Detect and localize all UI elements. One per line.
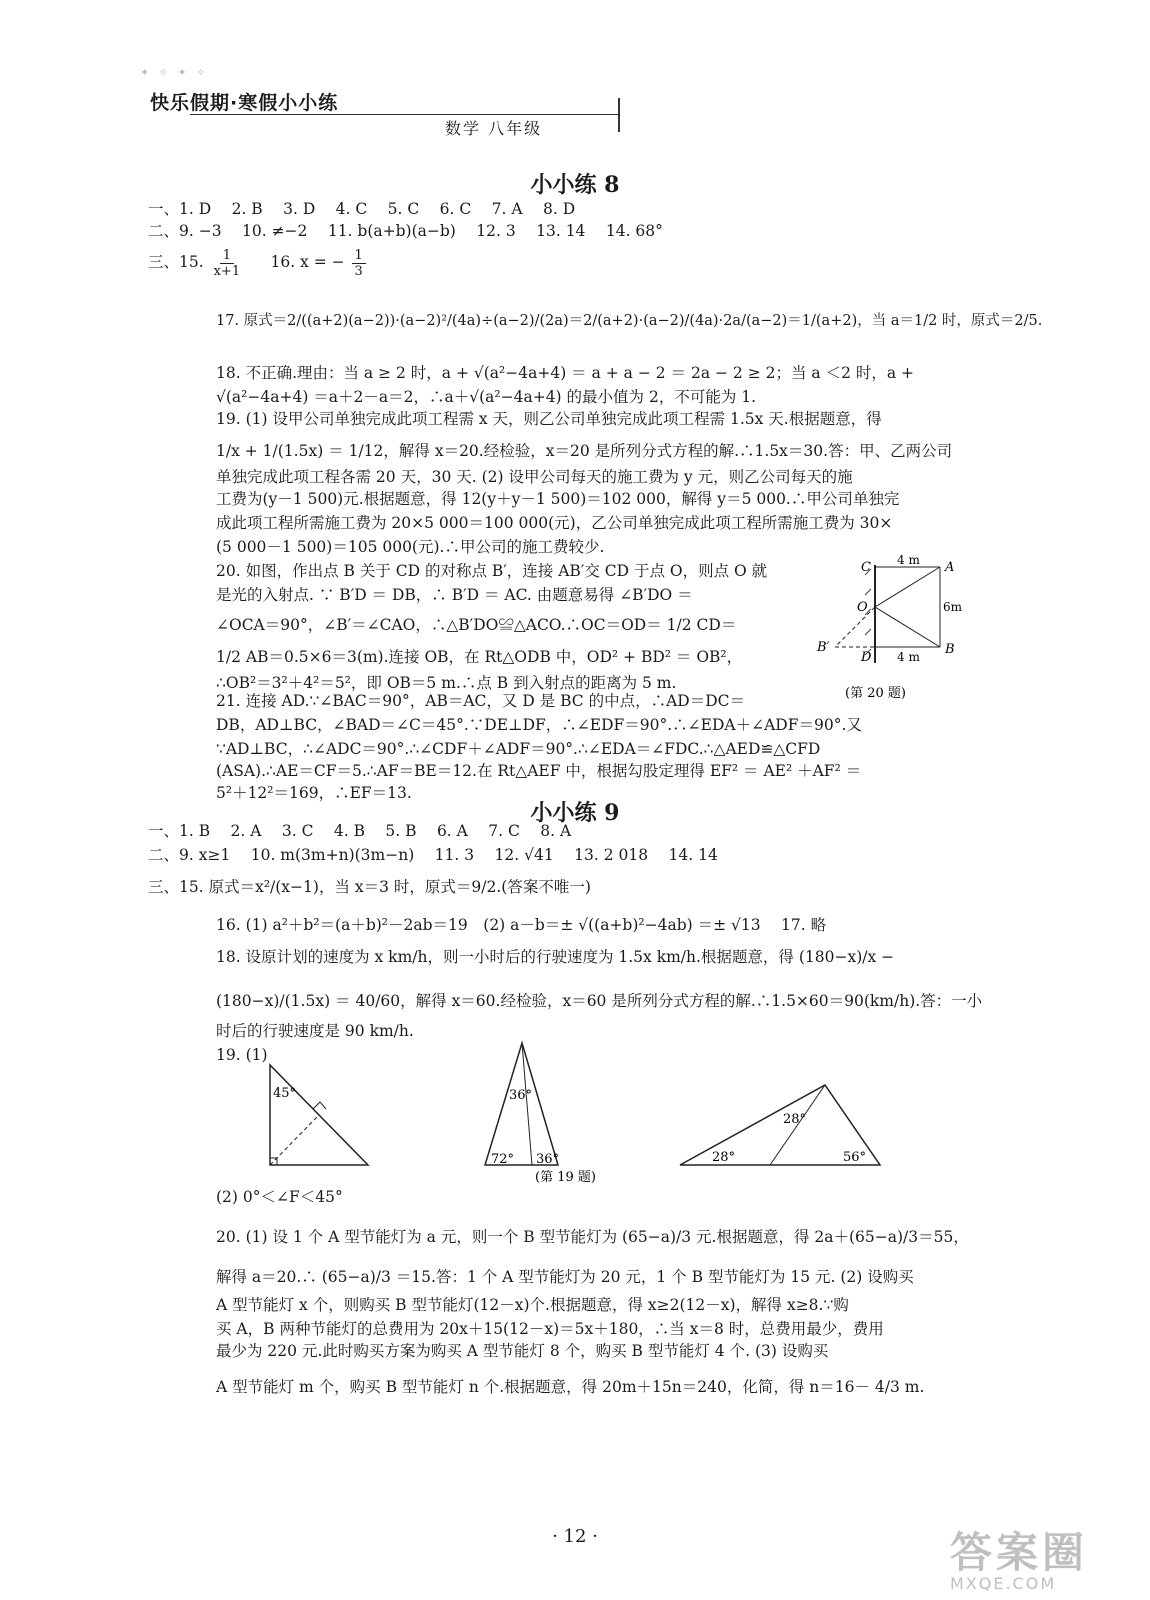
- angle-28-top: 28°: [783, 1112, 807, 1127]
- s8-q19-line5: 成此项工程所需施工费为 20×5 000＝100 000(元)，乙公司单独完成此项工程所需施工费为 30×: [216, 514, 893, 532]
- section-title-8: 小小练 8: [530, 172, 620, 198]
- s9-q18-line2: (180−x)/(1.5x) ＝ 40/60，解得 x＝60.经检验，x＝60 是所列分式方程的解.∴1.5×60＝90(km/h).答：一小: [216, 992, 983, 1010]
- denominator: 3: [354, 263, 363, 279]
- label-o: O: [857, 600, 868, 615]
- figure-20-caption: (第 20 题): [845, 686, 906, 701]
- s8-fill-answers: 二、9. −3 10. ≠−2 11. b(a+b)(a−b) 12. 3 13. 14 14. 68°: [148, 222, 663, 240]
- s8-q19-line4: 工费为(y－1 500)元.根据题意，得 12(y＋y－1 500)＝102 000，解得 y＝5 000.∴甲公司单独完: [216, 490, 900, 508]
- angle-28-left: 28°: [712, 1150, 736, 1165]
- s8-q19-line1: 19. (1) 设甲公司单独完成此项工程需 x 天，则乙公司单独完成此项工程需 1.5x 天.根据题意，得: [216, 410, 882, 428]
- s9-q20-line2: 解得 a＝20.∴ (65−a)/3 ＝15.答：1 个 A 型节能灯为 20 元，1 个 B 型节能灯为 15 元. (2) 设购买: [216, 1268, 914, 1286]
- numerator: 1: [352, 248, 366, 264]
- s8-q21-line2: DB，AD⊥BC，∠BAD＝∠C＝45°.∵DE⊥DF，∴∠EDF＝90°.∴∠EDA＋∠ADF＝90°.又: [216, 716, 862, 734]
- s8-q18-line1: 18. 不正确.理由：当 a ≥ 2 时，a + √(a²−4a+4) ＝ a + a − 2 ＝ 2a − 2 ≥ 2；当 a ＜2 时，a +: [216, 364, 915, 382]
- hatch: [865, 629, 871, 635]
- s9-q15: 三、15. 原式＝x²/(x−1)，当 x＝3 时，原式＝9/2.(答案不唯一): [148, 878, 591, 896]
- s8-q16-fraction: [352, 248, 366, 279]
- label-bottom-length: 4 m: [897, 650, 920, 664]
- label-bprime: B′: [817, 640, 830, 655]
- figure-19: [260, 1035, 900, 1185]
- s8-q17: 17. 原式＝2/((a+2)(a−2))·(a−2)²/(4a)÷(a−2)/(2a)＝2/(a+2)·(a−2)/(4a)·2a/(a−2)＝1/(a+2)，当 a＝1/2 时，原式＝2/5.: [216, 313, 1043, 329]
- page-header: [150, 88, 543, 138]
- decor-stars: ✦ ✧ ✦ ✧: [140, 66, 209, 79]
- s8-q15-label: 三、15.: [148, 253, 204, 271]
- s8-q21-line5: 5²＋12²＝169，∴EF＝13.: [216, 784, 412, 802]
- section-title-9: 小小练 9: [530, 800, 620, 826]
- header-bar: [618, 98, 620, 132]
- right-angle-mark: [313, 1102, 326, 1109]
- label-top-length: 4 m: [897, 555, 920, 567]
- angle-45: 45°: [273, 1086, 297, 1101]
- s9-q16-17: 16. (1) a²＋b²＝(a＋b)²－2ab＝19 (2) a－b＝± √((a+b)²−4ab) ＝± √13 17. 略: [216, 916, 827, 934]
- hatch: [865, 589, 871, 595]
- s8-q15-16: [148, 244, 368, 280]
- s9-q18-line3: 时后的行驶速度是 90 km/h.: [216, 1022, 414, 1040]
- ray-ob: [875, 607, 940, 647]
- label-b: B: [945, 642, 955, 657]
- numerator: 1: [220, 248, 234, 264]
- s8-q20-line3: ∠OCA＝90°，∠B′＝∠CAO，∴△B′DO≌△ACO.∴OC＝OD＝ 1/2 CD＝: [216, 616, 737, 634]
- s8-q21-line1: 21. 连接 AD.∵∠BAC＝90°，AB＝AC，又 D 是 BC 的中点，∴AD＝DC＝: [216, 692, 745, 710]
- s9-q18-line1: 18. 设原计划的速度为 x km/h，则一小时后的行驶速度为 1.5x km/h.根据题意，得 (180−x)/x −: [216, 948, 895, 966]
- s8-q20-line2: 是光的入射点. ∵ B′D ＝ DB，∴ B′D ＝ AC. 由题意易得 ∠B′DO ＝: [216, 586, 693, 604]
- figure-19-caption: (第 19 题): [535, 1170, 596, 1185]
- s9-fill-answers: 二、9. x≥1 10. m(3m+n)(3m−n) 11. 3 12. √41 13. 2 018 14. 14: [148, 846, 718, 864]
- s8-q20-line4: 1/2 AB＝0.5×6＝3(m).连接 OB，在 Rt△ODB 中，OD² + BD² ＝ OB²，: [216, 648, 743, 666]
- label-side-length: 6m: [943, 600, 963, 614]
- page-number: · 12 ·: [552, 1526, 598, 1547]
- angle-72: 72°: [491, 1152, 515, 1167]
- triangle-2: [485, 1043, 558, 1165]
- ray-ao: [875, 567, 940, 607]
- series-title: 快乐假期·寒假小小练: [150, 92, 339, 114]
- s9-q19-part2: (2) 0°＜∠F＜45°: [216, 1188, 343, 1206]
- s8-choice-answers: 一、1. D 2. B 3. D 4. C 5. C 6. C 7. A 8. D: [148, 200, 576, 218]
- label-a: A: [945, 560, 955, 575]
- s8-q15-fraction: [211, 248, 244, 279]
- s8-q19-line2: 1/x + 1/(1.5x) ＝ 1/12，解得 x＝20.经检验，x＝20 是所列分式方程的解.∴1.5x＝30.答：甲、乙两公司: [216, 442, 953, 460]
- angle-36-bottom: 36°: [536, 1152, 560, 1167]
- s8-q20-line1: 20. 如图，作出点 B 关于 CD 的对称点 B′，连接 AB′交 CD 于点 O，则点 O 就: [216, 562, 768, 580]
- angle-36-top: 36°: [509, 1088, 533, 1103]
- header-rule: [190, 114, 620, 115]
- denominator: x+1: [213, 263, 241, 279]
- s8-q19-line6: (5 000－1 500)＝105 000(元).∴甲公司的施工费较少.: [216, 538, 605, 556]
- label-c: C: [861, 560, 871, 575]
- s8-q21-line4: (ASA).∴AE＝CF＝5.∴AF＝BE＝12.在 Rt△AEF 中，根据勾股定理得 EF² ＝ AE² ＋AF² ＝: [216, 762, 862, 780]
- s9-q20-line4: 买 A，B 两种节能灯的总费用为 20x＋15(12－x)＝5x＋180，∴当 x＝8 时，总费用最少，费用: [216, 1320, 884, 1338]
- label-d: D: [861, 650, 872, 665]
- subject-grade: 数学 八年级: [445, 119, 543, 138]
- watermark-logo-text: 答案圈: [950, 1528, 1089, 1577]
- s8-q19-line3: 单独完成此项工程各需 20 天，30 天. (2) 设甲公司每天的施工费为 y 元，则乙公司每天的施: [216, 468, 853, 486]
- s9-q19-label: 19. (1): [216, 1046, 268, 1064]
- s9-q20-line3: A 型节能灯 x 个，则购买 B 型节能灯(12－x)个.根据题意，得 x≥2(12－x)，解得 x≥8.∵购: [216, 1296, 849, 1314]
- angle-56: 56°: [843, 1150, 867, 1165]
- s9-choice-answers: 一、1. B 2. A 3. C 4. B 5. B 6. A 7. C 8. A: [148, 822, 572, 840]
- watermark: [950, 1520, 1088, 1593]
- ray-ob-prime: [835, 607, 875, 647]
- figure-20: [815, 555, 975, 705]
- s8-q21-line3: ∵AD⊥BC，∴∠ADC＝90°.∴∠CDF＋∠ADF＝90°.∴∠EDA＝∠FDC.∴△AED≌△CFD: [216, 740, 821, 758]
- s9-q20-line6: A 型节能灯 m 个，购买 B 型节能灯 n 个.根据题意，得 20m＋15n＝240，化简，得 n＝16－ 4/3 m.: [216, 1378, 925, 1396]
- watermark-url: MXQE.COM: [950, 1574, 1057, 1593]
- s8-q16-text: 16. x = −: [250, 253, 345, 271]
- s9-q20-line5: 最少为 220 元.此时购买方案为购买 A 型节能灯 8 个，购买 B 型节能灯 4 个. (3) 设购买: [216, 1342, 829, 1360]
- s9-q20-line1: 20. (1) 设 1 个 A 型节能灯为 a 元，则一个 B 型节能灯为 (65−a)/3 元.根据题意，得 2a＋(65−a)/3＝55，: [216, 1228, 969, 1246]
- s8-q20-line5: ∴OB²＝3²＋4²＝5²，即 OB＝5 m.∴点 B 到入射点的距离为 5 m.: [216, 674, 677, 692]
- s8-q18-line2: √(a²−4a+4) ＝a＋2－a＝2，∴a＋√(a²−4a+4) 的最小值为 2，不可能为 1.: [216, 388, 757, 406]
